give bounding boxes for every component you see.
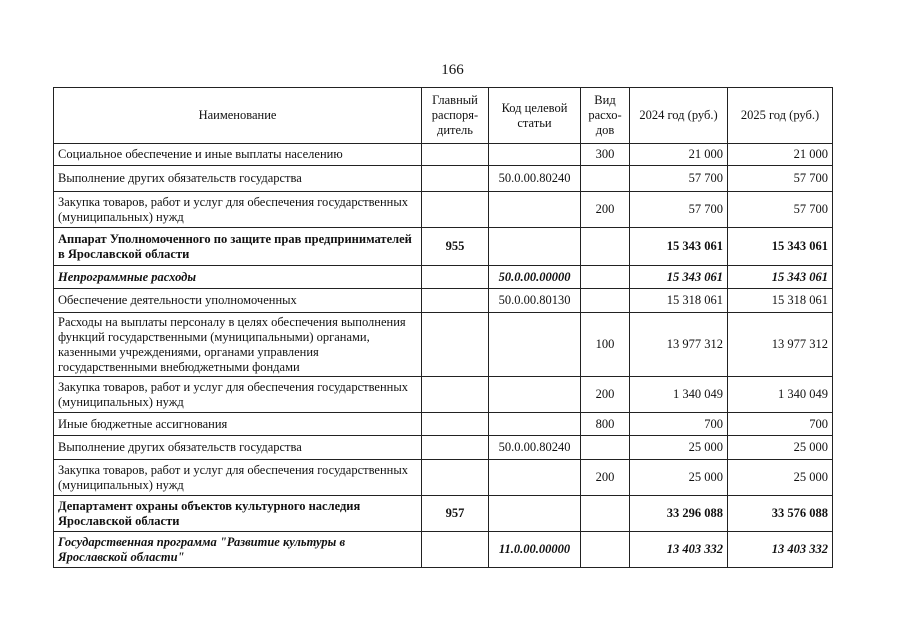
budget-table <box>53 87 833 568</box>
row-kod <box>489 460 581 496</box>
row-kod: 50.0.00.80130 <box>489 289 581 313</box>
header-vid: Вид расхо-дов <box>581 88 630 144</box>
table-row <box>54 436 833 460</box>
table-row <box>54 377 833 413</box>
header-2024: 2024 год (руб.) <box>630 88 728 144</box>
row-name: Расходы на выплаты персоналу в целях обеспечения выполнения функций государственными (муниципальными) органами, казенными учреждениями, органами управления государственными внебюджетными фондами <box>54 313 422 377</box>
row-kod: 50.0.00.80240 <box>489 436 581 460</box>
row-vid <box>581 289 630 313</box>
row-glavny: 955 <box>422 228 489 266</box>
row-vid <box>581 496 630 532</box>
row-2025: 33 576 088 <box>728 496 833 532</box>
row-name: Закупка товаров, работ и услуг для обеспечения государственных (муниципальных) нужд <box>54 460 422 496</box>
row-vid <box>581 166 630 192</box>
row-glavny <box>422 377 489 413</box>
table-row <box>54 144 833 166</box>
row-2025: 57 700 <box>728 166 833 192</box>
row-name: Выполнение других обязательств государства <box>54 436 422 460</box>
row-name: Иные бюджетные ассигнования <box>54 413 422 436</box>
row-2024: 25 000 <box>630 436 728 460</box>
table-row <box>54 192 833 228</box>
header-row <box>54 88 833 144</box>
table-row <box>54 289 833 313</box>
row-2025: 13 403 332 <box>728 532 833 568</box>
row-kod <box>489 496 581 532</box>
row-glavny <box>422 192 489 228</box>
row-glavny <box>422 144 489 166</box>
row-kod: 11.0.00.00000 <box>489 532 581 568</box>
row-kod <box>489 228 581 266</box>
row-glavny <box>422 266 489 289</box>
header-kod: Код целевой статьи <box>489 88 581 144</box>
row-kod <box>489 313 581 377</box>
header-glavny: Главный распоря-дитель <box>422 88 489 144</box>
row-name: Аппарат Уполномоченного по защите прав предпринимателей в Ярославской области <box>54 228 422 266</box>
row-glavny: 957 <box>422 496 489 532</box>
row-2024: 15 343 061 <box>630 228 728 266</box>
row-glavny <box>422 460 489 496</box>
row-2025: 15 343 061 <box>728 266 833 289</box>
row-2024: 13 977 312 <box>630 313 728 377</box>
row-2024: 33 296 088 <box>630 496 728 532</box>
row-name: Государственная программа "Развитие культуры в Ярославской области" <box>54 532 422 568</box>
row-2024: 57 700 <box>630 166 728 192</box>
row-2025: 15 318 061 <box>728 289 833 313</box>
table-row <box>54 228 833 266</box>
row-vid <box>581 436 630 460</box>
row-name: Закупка товаров, работ и услуг для обеспечения государственных (муниципальных) нужд <box>54 192 422 228</box>
row-glavny <box>422 313 489 377</box>
row-vid: 200 <box>581 460 630 496</box>
row-kod <box>489 192 581 228</box>
row-kod <box>489 144 581 166</box>
row-2025: 25 000 <box>728 460 833 496</box>
row-2024: 57 700 <box>630 192 728 228</box>
header-2025: 2025 год (руб.) <box>728 88 833 144</box>
row-2024: 15 343 061 <box>630 266 728 289</box>
row-kod <box>489 413 581 436</box>
row-2025: 700 <box>728 413 833 436</box>
row-glavny <box>422 166 489 192</box>
row-glavny <box>422 436 489 460</box>
table-row <box>54 460 833 496</box>
row-glavny <box>422 413 489 436</box>
row-name: Социальное обеспечение и иные выплаты населению <box>54 144 422 166</box>
row-2025: 13 977 312 <box>728 313 833 377</box>
row-vid <box>581 266 630 289</box>
row-glavny <box>422 532 489 568</box>
row-2025: 21 000 <box>728 144 833 166</box>
row-name: Департамент охраны объектов культурного наследия Ярославской области <box>54 496 422 532</box>
row-2025: 25 000 <box>728 436 833 460</box>
row-name: Непрограммные расходы <box>54 266 422 289</box>
row-vid: 200 <box>581 192 630 228</box>
row-name: Обеспечение деятельности уполномоченных <box>54 289 422 313</box>
table-row <box>54 266 833 289</box>
row-vid <box>581 228 630 266</box>
row-2025: 1 340 049 <box>728 377 833 413</box>
table-row <box>54 496 833 532</box>
row-2024: 1 340 049 <box>630 377 728 413</box>
row-kod: 50.0.00.00000 <box>489 266 581 289</box>
row-name: Выполнение других обязательств государства <box>54 166 422 192</box>
page-number: 166 <box>441 62 464 78</box>
table-row <box>54 313 833 377</box>
table-row <box>54 532 833 568</box>
row-2024: 13 403 332 <box>630 532 728 568</box>
row-2024: 700 <box>630 413 728 436</box>
row-kod <box>489 377 581 413</box>
row-vid: 200 <box>581 377 630 413</box>
row-vid: 100 <box>581 313 630 377</box>
row-vid: 300 <box>581 144 630 166</box>
row-kod: 50.0.00.80240 <box>489 166 581 192</box>
row-vid <box>581 532 630 568</box>
row-2024: 25 000 <box>630 460 728 496</box>
table-body <box>54 144 833 568</box>
table-row <box>54 413 833 436</box>
row-2024: 15 318 061 <box>630 289 728 313</box>
header-name: Наименование <box>54 88 422 144</box>
row-2025: 15 343 061 <box>728 228 833 266</box>
row-2025: 57 700 <box>728 192 833 228</box>
row-name: Закупка товаров, работ и услуг для обеспечения государственных (муниципальных) нужд <box>54 377 422 413</box>
row-2024: 21 000 <box>630 144 728 166</box>
row-vid: 800 <box>581 413 630 436</box>
table-row <box>54 166 833 192</box>
row-glavny <box>422 289 489 313</box>
